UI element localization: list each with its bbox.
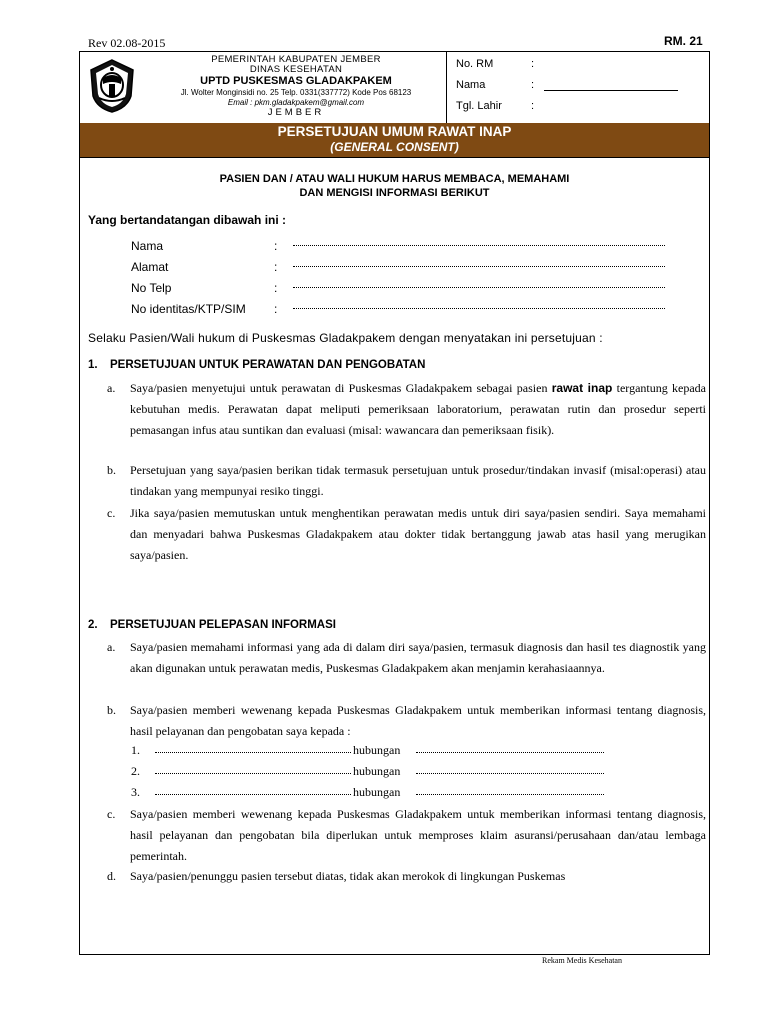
name-field[interactable] [293, 245, 665, 246]
patient-name-label: Nama [456, 79, 486, 91]
relation-row-3: 3. hubungan [131, 785, 691, 805]
consent-form: PEMERINTAH KABUPATEN JEMBER DINAS KESEHATAN UPTD PUSKESMAS GLADAKPAKEM Jl. Wolter Monginsidi no. 25 Telp. 0331(337772) Kode Pos 68123 Email : pkm.gladakpakem@gmail.com JEMBER No. RM : Nama : Tgl. Lahir : PERSETUJUAN UMUM RAWAT INAP (GENERAL CONSENT) PASIEN DAN / ATAU WALI HUKUM HARUS MEMBACA, MEMAHAMI DAN MENGISI INFORMASI BERIKUT Yang bertandatangan dibawah ini : Nama : Alamat : No Telp : No identitas/KTP/SIM : Selaku Pasien/Wali hukum di Puskesmas Gladakpakem dengan menyatakan ini persetujuan : 1. PERSETUJUAN UNTUK PERAWATAN DAN PENGOBATAN a. Saya/pasien menyetujui untuk perawatan di Puskesmas Gladakpakem sebagai pasien rawat inap tergantung kepada kebutuhan medis. Perawatan dapat meliputi pemeriksaan laboratorium, perawatan rutin dan prosedur seperti pemasangan infus atau suntikan dan evaluasi (misal: wawancara dan pemeriksaan fisik). b. Persetujuan yang saya/pasien berikan tidak termasuk persetujuan untuk prosedur/tindakan invasif (misal:operasi) atau tindakan yang mempunyai resiko tinggi. c. Jika saya/pasien memutuskan untuk menghentikan perawatan medis untuk diri saya/pasien sendiri. Saya memahami dan menyadari bahwa Puskesmas Gladakpakem atau dokter tidak bertanggung jawab atas hasil yang merugikan saya/pasien. 2. PERSETUJUAN PELEPASAN INFORMASI a. Saya/pasien memahami informasi yang ada di dalam diri saya/pasien, termasuk diagnosis dan hasil tes diagnostik yang akan digunakan untuk perawatan medis, Puskesmas Gladakpakem akan menjamin kerahasiaannya. b. Saya/pasien memberi wewenang kepada Puskesmas Gladakpakem untuk memberikan informasi tentang diagnosis, hasil pelayanan dan pengobatan saya kepada : 1. hubungan 2. hubungan 3. hubungan c. Saya/pasien memberi wewenang kepada Puskesmas Gladakpakem untuk memberikan informasi tentang diagnosis, hasil pelayanan dan pengobatan bila diperlukan untuk memproses klaim asuransi/perusahaan dan/atau lembaga pemerintah. d. Saya/pasien/penunggu pasien tersebut diatas, tidak akan merokok di lingkungan Puskemas [79, 51, 710, 955]
relation-3-type-field[interactable] [416, 794, 604, 795]
dept-line: DINAS KESEHATAN [249, 64, 343, 75]
form-title: PERSETUJUAN UMUM RAWAT INAP [277, 124, 512, 139]
relation-2-name-field[interactable] [155, 773, 351, 774]
footer-label: Rekam Medis Kesehatan [542, 956, 622, 965]
patient-name-field[interactable] [544, 90, 678, 91]
title-banner [80, 123, 709, 158]
identity-row-address: Alamat : [131, 258, 691, 279]
gov-line: PEMERINTAH KABUPATEN JEMBER [211, 54, 381, 65]
form-code: RM. 21 [664, 34, 703, 48]
phone-field[interactable] [293, 287, 665, 288]
form-subtitle: (GENERAL CONSENT) [330, 140, 459, 154]
header-divider [446, 52, 447, 123]
consent-statement: Selaku Pasien/Wali hukum di Puskesmas Gladakpakem dengan menyatakan ini persetujuan : [88, 331, 603, 345]
relation-1-name-field[interactable] [155, 752, 351, 753]
signed-heading: Yang bertandatangan dibawah ini : [88, 213, 287, 227]
section-1-heading: 1. PERSETUJUAN UNTUK PERAWATAN DAN PENGOBATAN [88, 359, 426, 371]
patient-dob-label: Tgl. Lahir [456, 100, 502, 112]
jember-seal-icon [87, 58, 137, 114]
institution-name: UPTD PUSKESMAS GLADAKPAKEM [200, 75, 392, 87]
institution-city: JEMBER [267, 107, 325, 118]
relation-row-2: 2. hubungan [131, 764, 691, 784]
identity-row-phone: No Telp : [131, 279, 691, 300]
patient-dob-row: Tgl. Lahir : [456, 100, 535, 112]
relation-1-type-field[interactable] [416, 752, 604, 753]
institution-block [138, 55, 454, 118]
patient-rm-label: No. RM [456, 58, 494, 70]
relation-2-type-field[interactable] [416, 773, 604, 774]
revision-label: Rev 02.08-2015 [88, 36, 166, 50]
institution-email: Email : pkm.gladakpakem@gmail.com [227, 98, 365, 107]
identity-fields [131, 237, 691, 321]
patient-rm-row: No. RM : [456, 58, 535, 70]
section-2-heading: 2. PERSETUJUAN PELEPASAN INFORMASI [88, 619, 336, 631]
patient-name-row: Nama : [456, 79, 706, 100]
relation-row-1: 1. hubungan [131, 743, 691, 763]
notice: PASIEN DAN / ATAU WALI HUKUM HARUS MEMBACA, MEMAHAMI DAN MENGISI INFORMASI BERIKUT [219, 173, 570, 199]
identity-row-id: No identitas/KTP/SIM : [131, 300, 691, 321]
address-field[interactable] [293, 266, 665, 267]
relation-3-name-field[interactable] [155, 794, 351, 795]
identity-row-name: Nama : [131, 237, 691, 258]
institution-address: Jl. Wolter Monginsidi no. 25 Telp. 0331(337772) Kode Pos 68123 [180, 88, 412, 97]
form-header [80, 52, 709, 124]
patient-info-block [456, 58, 706, 121]
id-number-field[interactable] [293, 308, 665, 309]
